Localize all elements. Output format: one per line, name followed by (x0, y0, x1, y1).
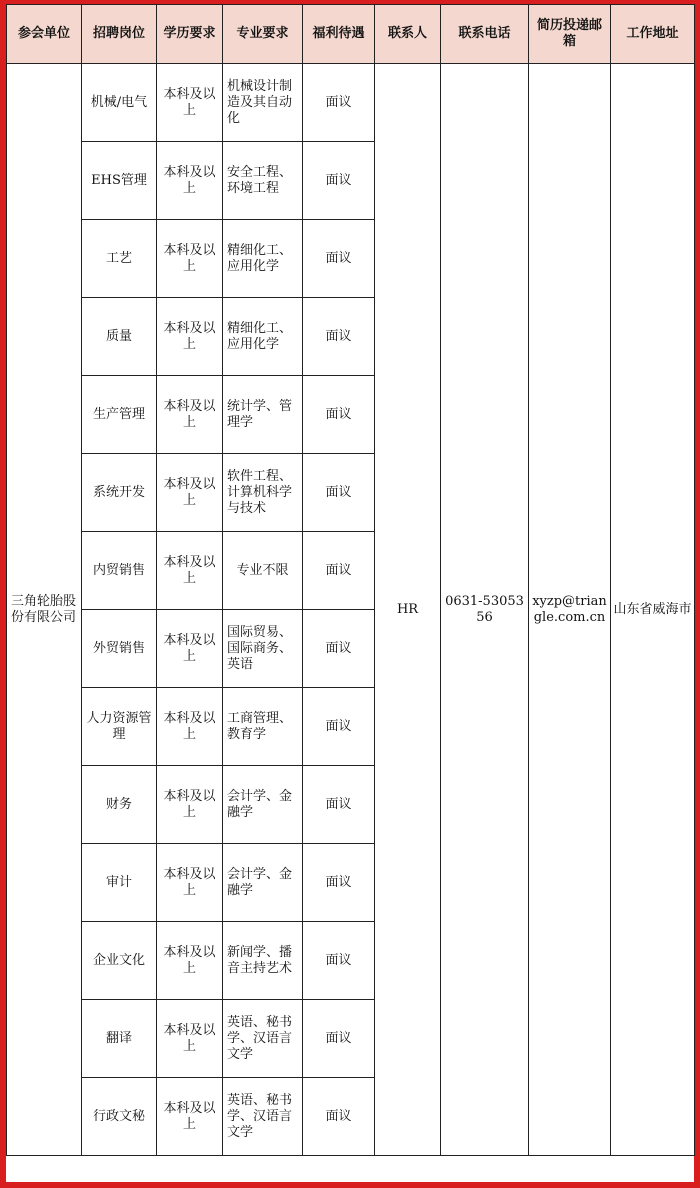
position-cell: 财务 (82, 766, 157, 844)
benefit-cell: 面议 (303, 922, 375, 1000)
position-cell: 企业文化 (82, 922, 157, 1000)
header-phone: 联系电话 (441, 5, 529, 64)
table-row (7, 64, 695, 142)
position-cell: 内贸销售 (82, 532, 157, 610)
phone-cell: 0631-5305356 (441, 64, 529, 1156)
email-cell[interactable]: xyzp@triangle.com.cn (529, 64, 611, 1156)
position-cell: 质量 (82, 298, 157, 376)
benefit-cell: 面议 (303, 1000, 375, 1078)
position-cell: 翻译 (82, 1000, 157, 1078)
header-email: 简历投递邮箱 (529, 5, 611, 64)
benefit-cell: 面议 (303, 610, 375, 688)
major-cell: 工商管理、教育学 (223, 688, 303, 766)
position-cell: 人力资源管理 (82, 688, 157, 766)
position-cell: 生产管理 (82, 376, 157, 454)
benefit-cell: 面议 (303, 688, 375, 766)
header-benefit: 福利待遇 (303, 5, 375, 64)
major-cell: 机械设计制造及其自动化 (223, 64, 303, 142)
education-cell: 本科及以上 (157, 532, 223, 610)
header-address: 工作地址 (611, 5, 695, 64)
position-cell: 系统开发 (82, 454, 157, 532)
benefit-cell: 面议 (303, 298, 375, 376)
header-contact: 联系人 (375, 5, 441, 64)
education-cell: 本科及以上 (157, 688, 223, 766)
major-cell: 英语、秘书学、汉语言文学 (223, 1078, 303, 1156)
education-cell: 本科及以上 (157, 1000, 223, 1078)
benefit-cell: 面议 (303, 142, 375, 220)
major-cell: 会计学、金融学 (223, 766, 303, 844)
education-cell: 本科及以上 (157, 64, 223, 142)
benefit-cell: 面议 (303, 454, 375, 532)
position-cell: EHS管理 (82, 142, 157, 220)
position-cell: 工艺 (82, 220, 157, 298)
major-cell: 精细化工、应用化学 (223, 298, 303, 376)
major-cell: 软件工程、计算机科学与技术 (223, 454, 303, 532)
education-cell: 本科及以上 (157, 766, 223, 844)
position-cell: 机械/电气 (82, 64, 157, 142)
education-cell: 本科及以上 (157, 298, 223, 376)
header-company: 参会单位 (7, 5, 82, 64)
major-cell: 精细化工、应用化学 (223, 220, 303, 298)
contact-cell: HR (375, 64, 441, 1156)
education-cell: 本科及以上 (157, 610, 223, 688)
education-cell: 本科及以上 (157, 220, 223, 298)
benefit-cell: 面议 (303, 220, 375, 298)
header-major: 专业要求 (223, 5, 303, 64)
education-cell: 本科及以上 (157, 1078, 223, 1156)
major-cell: 英语、秘书学、汉语言文学 (223, 1000, 303, 1078)
education-cell: 本科及以上 (157, 844, 223, 922)
position-cell: 审计 (82, 844, 157, 922)
education-cell: 本科及以上 (157, 376, 223, 454)
major-cell: 新闻学、播音主持艺术 (223, 922, 303, 1000)
header-position: 招聘岗位 (82, 5, 157, 64)
position-cell: 行政文秘 (82, 1078, 157, 1156)
header-row (7, 5, 695, 64)
major-cell: 专业不限 (223, 532, 303, 610)
benefit-cell: 面议 (303, 766, 375, 844)
benefit-cell: 面议 (303, 532, 375, 610)
benefit-cell: 面议 (303, 376, 375, 454)
major-cell: 安全工程、环境工程 (223, 142, 303, 220)
benefit-cell: 面议 (303, 1078, 375, 1156)
education-cell: 本科及以上 (157, 142, 223, 220)
major-cell: 国际贸易、国际商务、英语 (223, 610, 303, 688)
education-cell: 本科及以上 (157, 922, 223, 1000)
company-cell: 三角轮胎股份有限公司 (7, 64, 82, 1156)
major-cell: 统计学、管理学 (223, 376, 303, 454)
benefit-cell: 面议 (303, 64, 375, 142)
education-cell: 本科及以上 (157, 454, 223, 532)
address-cell: 山东省威海市 (611, 64, 695, 1156)
major-cell: 会计学、金融学 (223, 844, 303, 922)
header-education: 学历要求 (157, 5, 223, 64)
recruitment-table (6, 4, 695, 1156)
benefit-cell: 面议 (303, 844, 375, 922)
position-cell: 外贸销售 (82, 610, 157, 688)
